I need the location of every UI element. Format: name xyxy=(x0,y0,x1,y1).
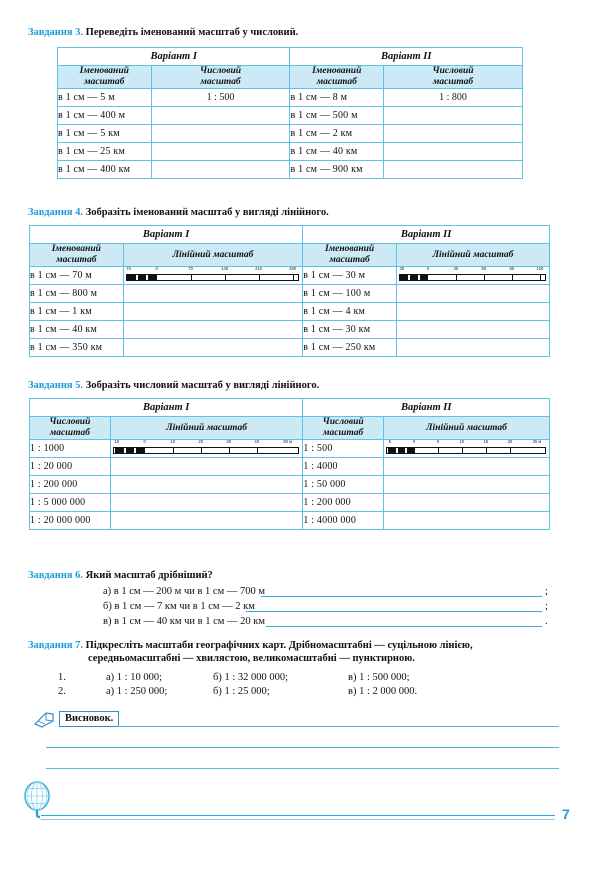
task-4-right-ruler-2[interactable] xyxy=(396,303,549,321)
ruler-block xyxy=(115,447,124,455)
task-5-left-ruler-3[interactable] xyxy=(110,494,303,512)
table-row xyxy=(58,89,523,107)
col-label-line2: масштаб xyxy=(316,77,357,87)
ruler-tick xyxy=(456,274,457,282)
task-7-option-b[interactable]: б) 1 : 25 000; xyxy=(213,686,270,697)
task-3-left-answer-3[interactable] xyxy=(151,143,290,161)
task-7-title-line2: середньомасштабні — хвилястою, великомасштабні — пунктирною. xyxy=(88,653,415,664)
ruler-tick xyxy=(257,447,258,455)
task-5-left-numeric-3: 1 : 5 000 000 xyxy=(30,494,111,512)
ruler-tick-label: 70 xyxy=(188,266,193,271)
task-4-right-named-4: в 1 см — 250 км xyxy=(303,339,397,357)
task-3-left-named-3: в 1 см — 25 км xyxy=(58,143,152,161)
col-label-line1: Іменований xyxy=(79,66,129,76)
task-3-heading xyxy=(28,27,298,40)
task-5-right-ruler-4[interactable] xyxy=(383,512,549,530)
task-6-number: Завдання 6. xyxy=(28,570,84,581)
col-label-line1: Іменований xyxy=(312,66,362,76)
task-4-right-ruler-4[interactable] xyxy=(396,339,549,357)
task-7-row-index: 2. xyxy=(58,686,66,697)
ruler-tick xyxy=(173,447,174,455)
task-3-col-named-right xyxy=(290,66,384,89)
ruler-labels xyxy=(124,267,303,273)
task-6-answer-line-a[interactable] xyxy=(261,596,542,597)
table-row xyxy=(30,476,550,494)
ruler-block xyxy=(136,447,145,455)
task-5-variant-2: Варіант II xyxy=(303,399,550,417)
task-4-left-ruler-1[interactable] xyxy=(123,285,303,303)
table-row xyxy=(58,125,523,143)
col-label-line2: масштаб xyxy=(432,77,474,87)
task-4-col-linear-right: Лінійний масштаб xyxy=(396,244,549,267)
task-3-variant-2: Варіант II xyxy=(290,48,523,66)
table-row xyxy=(30,440,550,458)
ruler-block xyxy=(138,274,146,282)
table-row xyxy=(58,107,523,125)
ruler-tick-label: 0 xyxy=(412,439,416,444)
task-5-left-ruler-2[interactable] xyxy=(110,476,303,494)
pen-icon xyxy=(33,711,59,729)
table-row xyxy=(58,66,523,89)
table-row xyxy=(30,303,550,321)
task-3-left-answer-1[interactable] xyxy=(151,107,290,125)
task-3-col-numeric-left xyxy=(151,66,290,89)
task-5-right-ruler-1[interactable] xyxy=(383,458,549,476)
task-6-heading xyxy=(28,570,213,583)
footer-top-rule xyxy=(46,768,559,769)
ruler-tick xyxy=(229,447,230,455)
table-row xyxy=(30,399,550,417)
task-7-option-a[interactable]: а) 1 : 10 000; xyxy=(106,672,162,683)
table-row xyxy=(30,339,550,357)
table-row xyxy=(30,267,550,285)
ruler-tick-label: 10 xyxy=(170,439,176,444)
task-5-heading xyxy=(28,380,319,393)
footer-rule-secondary xyxy=(41,819,555,820)
ruler-labels xyxy=(397,267,549,273)
task-7-option-c[interactable]: в) 1 : 2 000 000. xyxy=(348,686,418,697)
ruler-tick-label: 20 xyxy=(507,439,513,444)
task-3-col-named-left xyxy=(58,66,152,89)
ruler-tick xyxy=(540,274,541,282)
ruler-tick-label: 0 xyxy=(143,439,146,444)
task-4-right-ruler-0[interactable] xyxy=(396,267,549,285)
col-label-line2: масштаб xyxy=(329,255,370,265)
task-4-variant-1: Варіант I xyxy=(30,226,303,244)
ruler-tick-label: 60 xyxy=(481,266,487,271)
table-row xyxy=(30,458,550,476)
ruler-tick-label: 70 xyxy=(126,266,131,271)
task-6-answer-line-c[interactable] xyxy=(266,626,542,627)
ruler-labels xyxy=(384,440,549,446)
task-3-right-answer-0[interactable]: 1 : 800 xyxy=(384,89,523,107)
table-row xyxy=(30,512,550,530)
ruler-tick-label: 140 xyxy=(221,266,229,271)
task-3-right-answer-1[interactable] xyxy=(384,107,523,125)
ruler-block xyxy=(400,274,408,282)
ruler-tick-label: 210 xyxy=(255,266,263,271)
task-4-col-linear-left: Лінійний масштаб xyxy=(123,244,303,267)
task-6-item-end-c: . xyxy=(545,616,548,627)
linear-scale-ruler xyxy=(111,440,303,457)
col-label-line2: масштаб xyxy=(49,428,90,438)
task-4-left-named-0: в 1 см — 70 м xyxy=(30,267,124,285)
ruler-tick-label: 50 м xyxy=(283,439,293,444)
task-7-heading xyxy=(28,640,568,653)
task-3-right-named-2: в 1 см — 2 км xyxy=(290,125,384,143)
task-6-item-end-a: ; xyxy=(545,586,548,597)
ruler-tick-label: 30 xyxy=(226,439,232,444)
ruler-tick xyxy=(486,447,487,455)
task-5-right-ruler-0[interactable] xyxy=(383,440,549,458)
linear-scale-ruler xyxy=(384,440,549,457)
ruler-tick xyxy=(225,274,226,282)
ruler-tick-label: 40 xyxy=(254,439,260,444)
task-6-answer-line-b[interactable] xyxy=(246,611,542,612)
task-5-left-numeric-4: 1 : 20 000 000 xyxy=(30,512,111,530)
task-5-left-numeric-2: 1 : 200 000 xyxy=(30,476,111,494)
task-3-left-answer-4[interactable] xyxy=(151,161,290,179)
ruler-tick-label: 15 xyxy=(483,439,489,444)
col-label-line2: масштаб xyxy=(322,428,364,438)
task-3-left-named-1: в 1 см — 400 м xyxy=(58,107,152,125)
task-7-option-a[interactable]: а) 1 : 250 000; xyxy=(106,686,168,697)
col-label-line1: Числовий xyxy=(432,66,474,76)
task-5-col-linear-right: Лінійний масштаб xyxy=(383,417,549,440)
task-4-left-ruler-4[interactable] xyxy=(123,339,303,357)
task-5-left-ruler-0[interactable] xyxy=(110,440,303,458)
ruler-block xyxy=(388,447,396,455)
page-number: 7 xyxy=(562,806,570,822)
col-label-line1: Іменований xyxy=(51,244,101,254)
task-5-left-numeric-1: 1 : 20 000 xyxy=(30,458,111,476)
ruler-block xyxy=(148,274,157,282)
task-6-item-b xyxy=(103,601,255,612)
ruler-tick-label: 120 xyxy=(536,266,544,271)
ruler-tick-label: 0 xyxy=(155,266,158,271)
conclusion-label: Висновок. xyxy=(59,711,119,727)
table-row xyxy=(30,244,550,267)
task-7-title-line2-wrap xyxy=(88,653,415,666)
task-4-left-named-1: в 1 см — 800 м xyxy=(30,285,124,303)
ruler-tick-label: 10 xyxy=(459,439,465,444)
conclusion-line-1[interactable] xyxy=(117,726,559,727)
table-row xyxy=(58,143,523,161)
task-4-right-named-2: в 1 см — 4 км xyxy=(303,303,397,321)
task-6-item-label: б) xyxy=(103,601,112,612)
task-5-number: Завдання 5. xyxy=(28,380,84,391)
task-4-right-ruler-3[interactable] xyxy=(396,321,549,339)
task-3-number: Завдання 3. xyxy=(28,27,84,38)
ruler-block xyxy=(126,447,134,455)
table-row xyxy=(30,226,550,244)
ruler-tick-label: 30 xyxy=(453,266,459,271)
task-5-col-numeric-left xyxy=(30,417,111,440)
task-5-right-numeric-3: 1 : 200 000 xyxy=(303,494,384,512)
task-5-col-linear-left: Лінійний масштаб xyxy=(110,417,303,440)
task-3-left-answer-0[interactable]: 1 : 500 xyxy=(151,89,290,107)
task-3-right-named-4: в 1 см — 900 км xyxy=(290,161,384,179)
task-3-right-named-3: в 1 см — 40 км xyxy=(290,143,384,161)
task-5-left-ruler-1[interactable] xyxy=(110,458,303,476)
ruler-tick xyxy=(293,274,294,282)
task-3-right-answer-4[interactable] xyxy=(384,161,523,179)
task-4-left-ruler-2[interactable] xyxy=(123,303,303,321)
task-3-right-named-0: в 1 см — 8 м xyxy=(290,89,384,107)
task-4-left-named-2: в 1 см — 1 км xyxy=(30,303,124,321)
table-row xyxy=(58,161,523,179)
ruler-tick-label: 20 xyxy=(198,439,204,444)
col-label-line2: масштаб xyxy=(84,77,125,87)
task-6-title: Який масштаб дрібніший? xyxy=(85,570,213,581)
table-row xyxy=(30,285,550,303)
task-5-title: Зобразіть числовий масштаб у вигляді лінійного. xyxy=(85,380,320,391)
ruler-tick-label: 90 xyxy=(509,266,515,271)
task-4-table xyxy=(29,225,550,357)
task-4-number: Завдання 4. xyxy=(28,207,84,218)
task-5-right-numeric-2: 1 : 50 000 xyxy=(303,476,384,494)
col-label-line1: Числовий xyxy=(200,66,242,76)
linear-scale-ruler xyxy=(397,267,549,284)
task-3-title: Переведіть іменований масштаб у числовий. xyxy=(85,27,299,38)
ruler-tick-label: 30 xyxy=(399,266,405,271)
task-4-col-named-right xyxy=(303,244,397,267)
ruler-tick-label: 25 м xyxy=(532,439,542,444)
col-label-line2: масштаб xyxy=(56,255,97,265)
task-6-item-a xyxy=(103,586,265,597)
ruler-block xyxy=(420,274,428,282)
task-7-title-line1: Підкресліть масштаби географічних карт. Дрібномасштабні — суцільною лінією, xyxy=(85,640,473,651)
task-6-item-c xyxy=(103,616,265,627)
ruler-tick xyxy=(259,274,260,282)
task-4-right-named-1: в 1 см — 100 м xyxy=(303,285,397,303)
task-5-right-ruler-2[interactable] xyxy=(383,476,549,494)
ruler-block xyxy=(398,447,405,455)
task-3-left-answer-2[interactable] xyxy=(151,125,290,143)
task-4-left-ruler-3[interactable] xyxy=(123,321,303,339)
ruler-tick-label: 10 xyxy=(114,439,120,444)
task-3-right-answer-2[interactable] xyxy=(384,125,523,143)
task-3-table xyxy=(57,47,523,179)
task-5-right-numeric-1: 1 : 4000 xyxy=(303,458,384,476)
ruler-tick xyxy=(510,447,511,455)
linear-scale-ruler xyxy=(124,267,303,284)
task-6-item-label: а) xyxy=(103,586,112,597)
task-7-number: Завдання 7. xyxy=(28,640,84,651)
col-label-line1: Іменований xyxy=(324,244,375,254)
task-6-item-text: в 1 см — 7 км чи в 1 см — 2 км xyxy=(114,601,255,612)
col-label-line1: Числовий xyxy=(49,417,91,427)
task-4-left-named-4: в 1 см — 350 км xyxy=(30,339,124,357)
task-5-left-numeric-0: 1 : 1000 xyxy=(30,440,111,458)
task-4-title: Зобразіть іменований масштаб у вигляді лінійного. xyxy=(85,207,329,218)
task-7-option-b[interactable]: б) 1 : 32 000 000; xyxy=(213,672,289,683)
footer-rule-primary xyxy=(41,815,555,816)
ruler-tick xyxy=(438,447,439,455)
task-4-left-named-3: в 1 см — 40 км xyxy=(30,321,124,339)
table-row xyxy=(30,494,550,512)
ruler-labels xyxy=(111,440,303,446)
ruler-block xyxy=(410,274,418,282)
task-3-left-named-4: в 1 см — 400 км xyxy=(58,161,152,179)
task-3-right-answer-3[interactable] xyxy=(384,143,523,161)
task-5-col-numeric-right xyxy=(303,417,384,440)
globe-icon xyxy=(22,779,56,819)
task-3-variant-1: Варіант I xyxy=(58,48,290,66)
task-7-row-1 xyxy=(58,672,558,685)
task-3-col-numeric-right xyxy=(384,66,523,89)
task-3-left-named-0: в 1 см — 5 м xyxy=(58,89,152,107)
ruler-tick xyxy=(201,447,202,455)
ruler-tick-label: 280 xyxy=(289,266,297,271)
task-4-left-ruler-0[interactable] xyxy=(123,267,303,285)
task-5-table xyxy=(29,398,550,530)
table-row xyxy=(30,417,550,440)
ruler-tick xyxy=(484,274,485,282)
task-4-variant-2: Варіант II xyxy=(303,226,550,244)
task-7-row-2 xyxy=(58,686,558,699)
ruler-block xyxy=(407,447,415,455)
task-6-item-text: в 1 см — 200 м чи в 1 см — 700 м xyxy=(113,586,266,597)
ruler-tick-label: 5 xyxy=(436,439,440,444)
ruler-tick-label: 5 xyxy=(388,439,392,444)
ruler-block xyxy=(127,274,136,282)
task-5-right-numeric-0: 1 : 500 xyxy=(303,440,384,458)
table-row xyxy=(30,321,550,339)
task-4-right-ruler-1[interactable] xyxy=(396,285,549,303)
task-3-right-named-1: в 1 см — 500 м xyxy=(290,107,384,125)
task-6-item-text: в 1 см — 40 км чи в 1 см — 20 км xyxy=(114,616,266,627)
task-5-right-ruler-3[interactable] xyxy=(383,494,549,512)
task-7-row-index: 1. xyxy=(58,672,66,683)
task-3-left-named-2: в 1 см — 5 км xyxy=(58,125,152,143)
task-6-item-end-b: ; xyxy=(545,601,548,612)
ruler-tick xyxy=(512,274,513,282)
task-4-heading xyxy=(28,207,329,220)
task-6-item-label: в) xyxy=(103,616,112,627)
table-row xyxy=(58,48,523,66)
col-label-line1: Числовий xyxy=(322,417,364,427)
task-4-right-named-3: в 1 см — 30 км xyxy=(303,321,397,339)
ruler-tick xyxy=(462,447,463,455)
conclusion-line-2[interactable] xyxy=(46,747,559,748)
task-5-variant-1: Варіант I xyxy=(30,399,303,417)
ruler-tick-label: 0 xyxy=(426,266,430,271)
task-5-right-numeric-4: 1 : 4000 000 xyxy=(303,512,384,530)
task-4-col-named-left xyxy=(30,244,124,267)
task-4-right-named-0: в 1 см — 30 м xyxy=(303,267,397,285)
ruler-tick xyxy=(191,274,192,282)
task-5-left-ruler-4[interactable] xyxy=(110,512,303,530)
col-label-line2: масштаб xyxy=(200,77,241,87)
task-7-option-c[interactable]: в) 1 : 500 000; xyxy=(348,672,410,683)
